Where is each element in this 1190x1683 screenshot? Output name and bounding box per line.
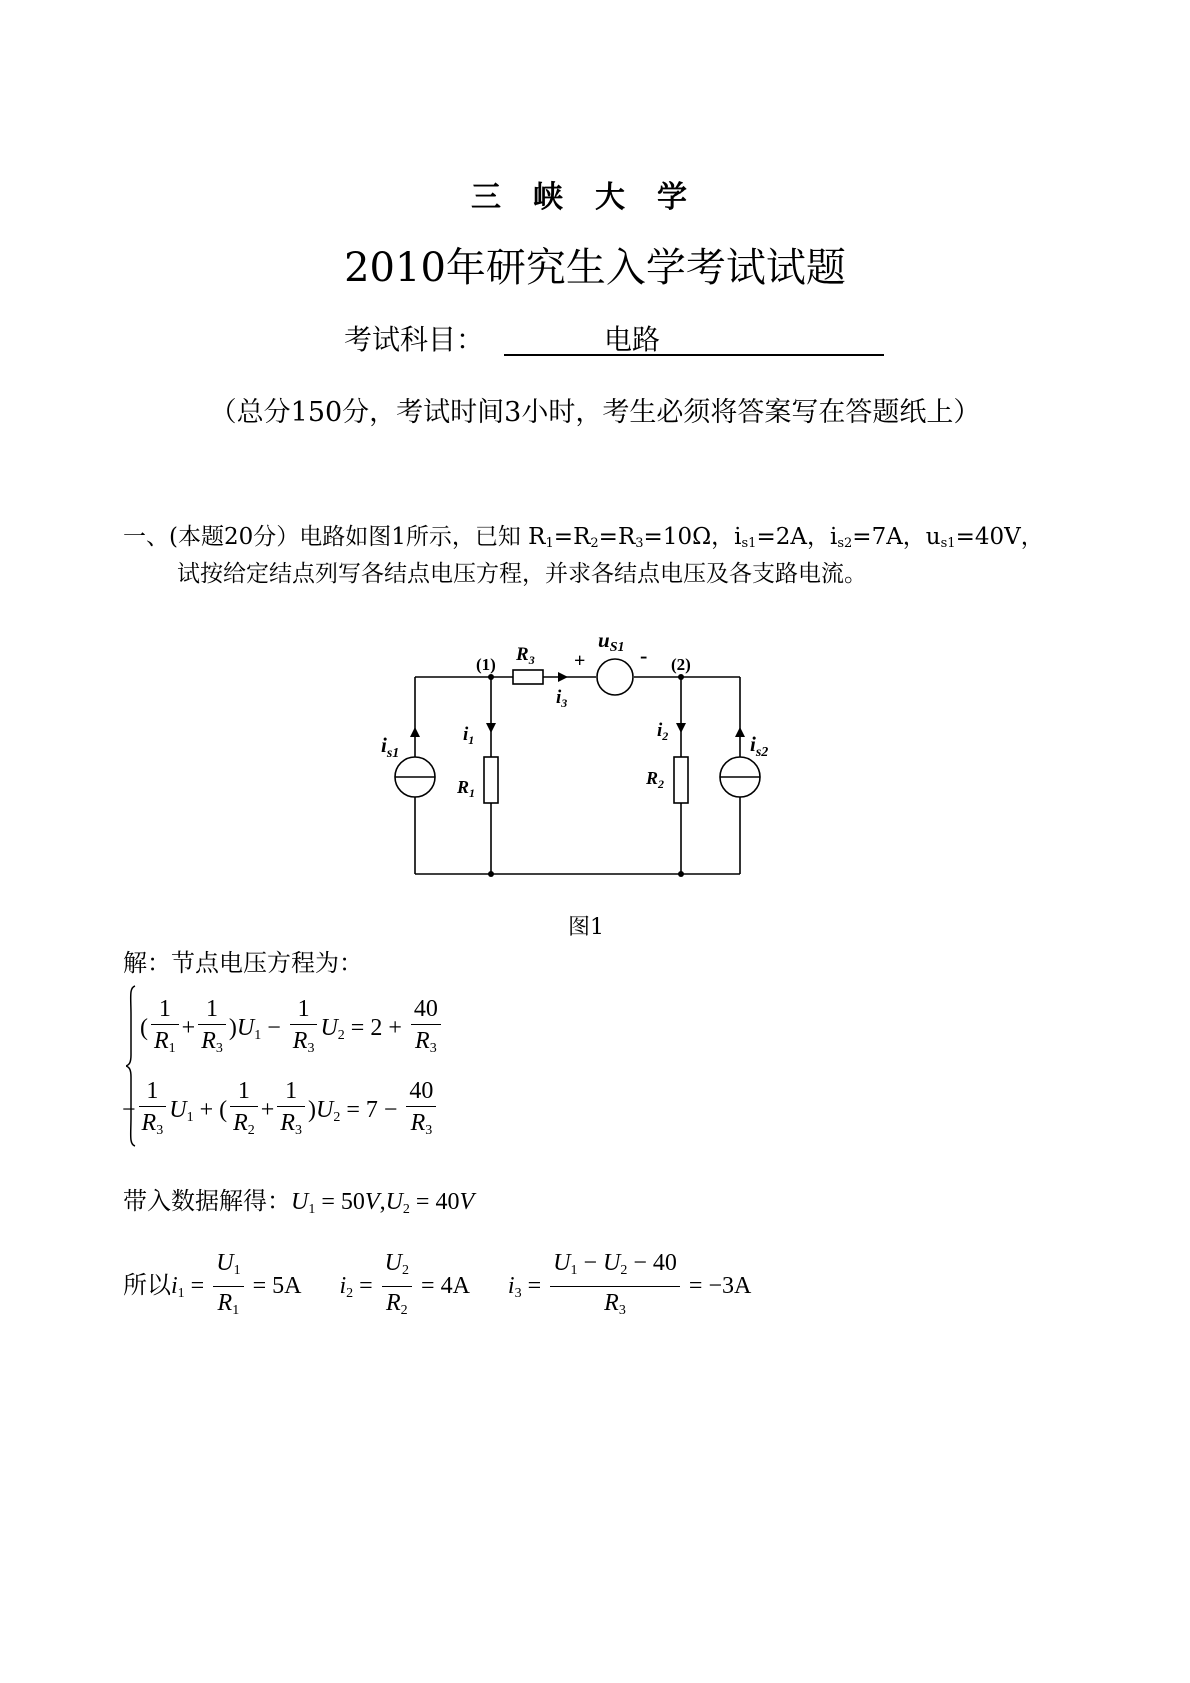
solution-heading: 解：节点电压方程为： <box>123 949 363 977</box>
i3-label: $i_3$ <box>556 687 568 710</box>
r1-label: $R_1$ <box>457 777 476 800</box>
node-1-label: (1) <box>476 655 496 674</box>
minus-sign: - <box>640 643 648 668</box>
u2-value: 40 <box>435 1189 460 1215</box>
i1-value: 5A <box>272 1273 302 1300</box>
substitute-label: 带入数据解得： <box>123 1187 291 1215</box>
plus-sign: + <box>574 650 586 672</box>
subject-value: 电路 <box>504 318 884 356</box>
question-line-1: 一、(本题20分）电路如图1所示，已知 $R_1=R_2=R_3=10\Omega$，$i_{s1}=2A$，$i_{s2}=7A$，$u_{s1}=40V$， <box>123 524 1044 551</box>
question-prefix: 一、(本题20分）电路如图1所示，已知 R <box>123 524 546 550</box>
i3-value: −3A <box>708 1273 752 1300</box>
circuit-diagram <box>380 620 780 880</box>
substitution-line: 带入数据解得：U1 = 50V,U2 = 40V <box>123 1187 475 1217</box>
r2-label: $R_2$ <box>646 768 665 791</box>
node-equation-2: − $\frac{1}{R3}$ U1 + ( $\frac{1}{R2}$ + $\frac{1}{R3}$ )U2 = 7 − $\frac{40}{R3}$ <box>122 1076 439 1147</box>
i1-label: $i_1$ <box>463 724 475 747</box>
u1-value: 50 <box>340 1189 365 1215</box>
exam-title: 2010年研究生入学考试试题 <box>344 245 846 291</box>
us1-label: uS1 <box>598 628 625 655</box>
is1-label: $i_{s1}$ <box>381 733 400 761</box>
university-name: 三峡大学 <box>471 180 719 215</box>
i2-value: 4A <box>440 1273 470 1300</box>
result-label: 所以 <box>123 1271 171 1300</box>
node-equation-1: ( $\frac{1}{R1}$ + $\frac{1}{R3}$ )U1 − $\frac{1}{R3}$ U2 = 2 + $\frac{40}{R3}$ <box>140 994 444 1065</box>
figure-caption: 图1 <box>568 915 604 940</box>
eq2-rhs-const: 7 <box>365 1097 378 1124</box>
exam-note: （总分150分，考试时间3小时，考生必须将答案写在答题纸上） <box>209 397 981 428</box>
node-2-label: (2) <box>671 655 691 674</box>
result-line: 所以i1 = $\frac{U1}{R1}$ = 5A i2 = $\frac{U2}{R2}$ = 4A i3 = $\frac{U1 - U2 - 40}{R3}$ = −3A <box>123 1250 752 1318</box>
i3-num-const: 40 <box>652 1250 677 1276</box>
is2-label: $i_{s2}$ <box>750 732 769 760</box>
i2-label: $i_2$ <box>657 720 669 743</box>
eq2-rhs-num: 40 <box>406 1076 436 1107</box>
subject-label: 考试科目： <box>344 323 485 356</box>
r3-label: $R_3$ <box>516 644 535 667</box>
eq1-rhs-const: 2 <box>370 1015 383 1042</box>
question-line-2: 试按给定结点列写各结点电压方程，并求各结点电压及各支路电流。 <box>177 561 867 587</box>
eq1-rhs-num: 40 <box>411 994 441 1025</box>
